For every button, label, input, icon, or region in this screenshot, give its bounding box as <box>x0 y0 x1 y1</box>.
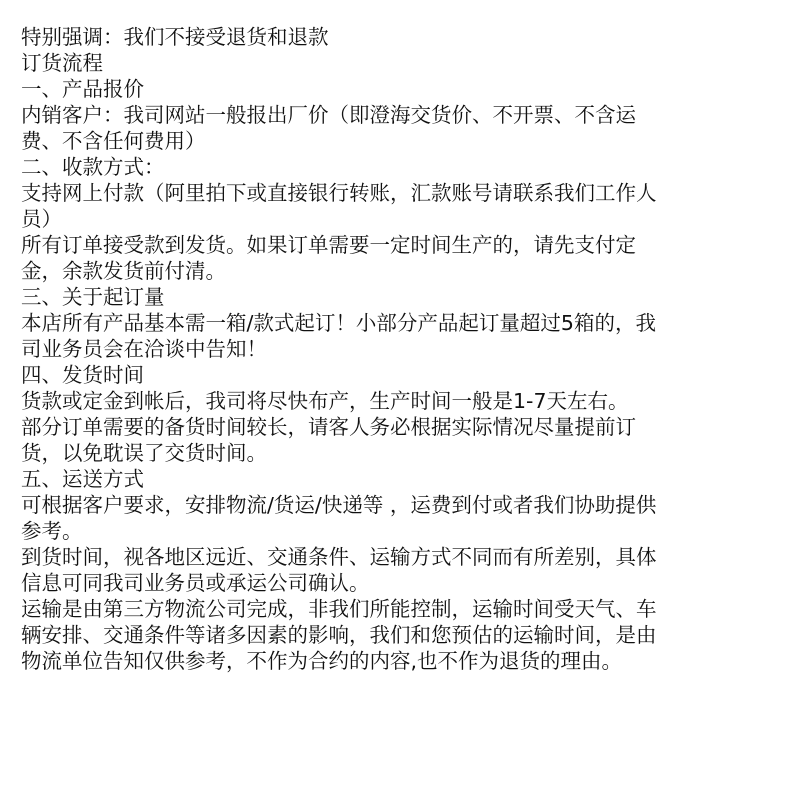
order-policy-text <box>21 24 773 674</box>
text-line: 参考。 <box>21 519 83 543</box>
notice-line: 特别强调：我们不接受退货和退款 <box>21 25 329 49</box>
text-line: 内销客户：我司网站一般报出厂价（即澄海交货价、不开票、不含运 <box>21 103 636 127</box>
text-line: 到货时间，视各地区远近、交通条件、运输方式不同而有所差别，具体 <box>21 545 657 569</box>
text-line: 支持网上付款（阿里拍下或直接银行转账，汇款账号请联系我们工作人 <box>21 181 657 205</box>
text-line: 货，以免耽误了交货时间。 <box>21 441 267 465</box>
text-line: 费、不含任何费用） <box>21 129 206 153</box>
section-heading-pricing: 一、产品报价 <box>21 77 144 101</box>
section-heading-shipping-time: 四、发货时间 <box>21 363 144 387</box>
text-line: 辆安排、交通条件等诸多因素的影响，我们和您预估的运输时间，是由 <box>21 623 657 647</box>
text-line: 可根据客户要求，安排物流/货运/快递等 ，运费到付或者我们协助提供 <box>21 493 657 517</box>
text-line: 运输是由第三方物流公司完成，非我们所能控制，运输时间受天气、车 <box>21 597 657 621</box>
section-heading-minimum-order: 三、关于起订量 <box>21 285 165 309</box>
text-line: 本店所有产品基本需一箱/款式起订！小部分产品起订量超过5箱的，我 <box>21 311 656 335</box>
text-line: 所有订单接受款到发货。如果订单需要一定时间生产的，请先支付定 <box>21 233 636 257</box>
section-heading-payment: 二、收款方式： <box>21 155 165 179</box>
section-heading-ordering-process: 订货流程 <box>21 51 103 75</box>
text-line: 物流单位告知仅供参考，不作为合约的内容,也不作为退货的理由。 <box>21 649 623 673</box>
section-heading-delivery-method: 五、运送方式 <box>21 467 144 491</box>
text-line: 部分订单需要的备货时间较长，请客人务必根据实际情况尽量提前订 <box>21 415 636 439</box>
text-line: 货款或定金到帐后，我司将尽快布产，生产时间一般是1-7天左右。 <box>21 389 629 413</box>
text-line: 司业务员会在洽谈中告知！ <box>21 337 267 361</box>
text-line: 信息可同我司业务员或承运公司确认。 <box>21 571 370 595</box>
text-line: 员） <box>21 207 62 231</box>
text-line: 金，余款发货前付清。 <box>21 259 226 283</box>
